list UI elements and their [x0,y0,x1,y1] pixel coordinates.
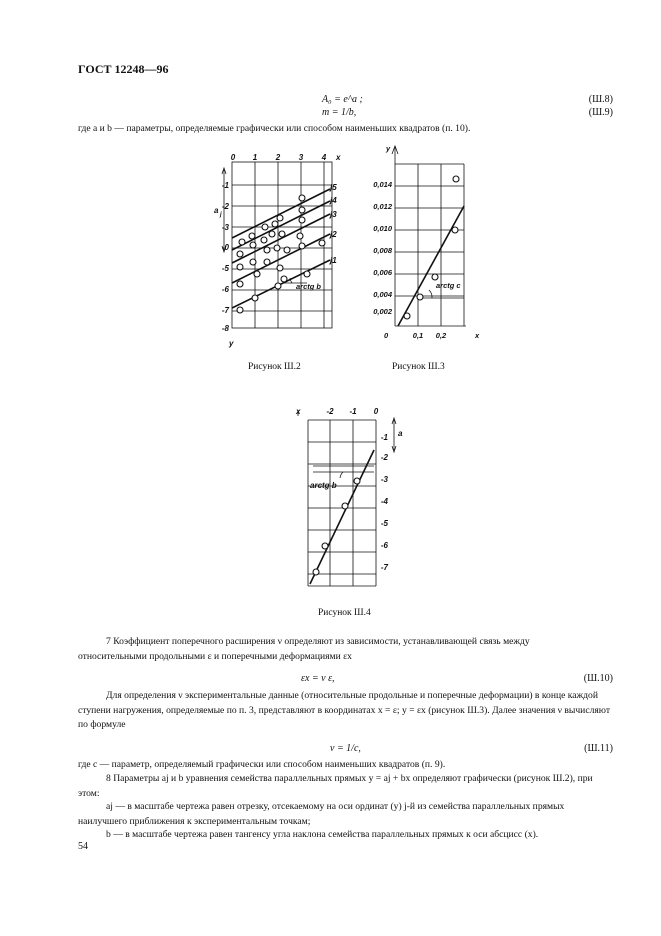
fig2-point [304,271,310,277]
fig4-point [322,543,328,549]
fig2-ytick: -3 [221,223,229,232]
fig2-ytick: -6 [221,285,229,294]
fig2-ylabel: y [229,339,234,348]
fig2-xtick: 3 [298,153,304,162]
fig2-a-sub: j [220,212,222,218]
fig4-ytick: -1 [380,433,388,442]
fig2-point [299,243,305,249]
fig2-point [237,281,243,287]
fig3-xlabel: x [475,331,480,340]
fig4-ytick: -7 [380,563,388,572]
fig4-ytick: -2 [380,453,388,462]
fig3-ytick: 0,014 [373,180,392,189]
fig2-ytick: -7 [221,306,229,315]
formula-number-sh11: (Ш.11) [584,743,613,754]
fig4-ytick: -6 [380,541,388,550]
caption-fig4: Рисунок Ш.4 [318,608,371,618]
fig2-ytick: -8 [221,324,229,333]
fig2-xtick: 2 [275,153,281,162]
fig2-point [254,271,260,277]
fig2-frame [232,162,332,328]
fig2-point [249,233,255,239]
fig2-point [264,259,270,265]
paragraph-params-ab: где a и b — параметры, определяемые графически или способом наименьших квадратов (п. 10). [78,123,471,134]
fig2-point [237,264,243,270]
paragraph-8: 8 Параметры aj и b уравнения семейства параллельных прямых y = aj + bx определяют графически (рисунок Ш.2), при этом: [78,773,593,799]
paragraph-7-line2: относительными продольными ε и поперечными деформациями εx [78,651,352,662]
page-number: 54 [78,841,88,852]
fig3-ytick: 0,006 [373,268,392,277]
fig2-xtick: 0 [230,153,236,162]
formula-epsilon-x: εx = ν ε, [301,673,335,684]
fig3-xtick: 0 [384,331,389,340]
fig2-point [299,207,305,213]
fig2-point [262,224,268,230]
fig2-point [275,283,281,289]
fig3-point [417,294,423,300]
fig4-xtick: 0 [373,407,379,416]
fig2-point [237,307,243,313]
fig4-point [354,478,360,484]
fig4-point [342,503,348,509]
fig2-point [239,239,245,245]
caption-fig2: Рисунок Ш.2 [248,362,301,372]
fig2-point [274,245,280,251]
fig4-xtick: -2 [326,407,334,416]
fig3-xtick: 0,1 [412,331,424,340]
fig2-line-j2 [232,234,330,283]
fig2-point [299,195,305,201]
fig3-point [453,176,459,182]
fig2-point [281,276,287,282]
fig2-point [250,259,256,265]
fig2-ytick: -2 [221,202,229,211]
fig3-ytick: 0,002 [373,307,392,316]
fig2-a-label: a [214,206,219,215]
fig3-ytick: 0,010 [373,224,392,233]
formula-number-sh8: (Ш.8) [588,94,613,105]
caption-fig3: Рисунок Ш.3 [392,362,445,372]
fig2-annotation: arctg b [296,282,322,291]
fig2-point [277,265,283,271]
fig2-ytick: -1 [221,181,229,190]
fig4-a-label: a [398,429,403,438]
fig4-annotation: arctg b [310,481,337,490]
figure-sh4 [288,402,418,602]
fig2-point [284,247,290,253]
fig4-ytick: -5 [380,519,388,528]
fig3-ytick: 0,008 [373,246,392,255]
figure-sh3 [366,142,492,348]
fig2-ytick: -0 [221,243,229,252]
fig2-point [279,231,285,237]
paragraph-param-c: где c — параметр, определяемый графически или способом наименьших квадратов (п. 9). [78,759,446,770]
fig4-xlabel: x [296,407,301,416]
paragraph-determination: Для определения ν экспериментальные данные (относительные продольные и поперечные деформации) в конце каждой ступени нагружения, определяемые по п. 3, представляют в координатах x = ε; y = εx (рисунок Ш.3). Далее значения ν вычисляют по формуле [78,690,611,731]
fig4-fit-line [310,450,374,584]
fig3-ytick: 0,004 [373,290,392,299]
fig2-line-label: j2 [330,230,337,239]
formula-m: m = 1/b, [322,107,357,118]
paragraph-7-line1: 7 Коэффициент поперечного расширения ν определяют из зависимости, устанавливающей связь между [106,636,530,647]
fig4-xtick: -1 [349,407,357,416]
fig2-point [250,242,256,248]
fig3-fit-line [398,206,464,326]
fig2-line-label: j4 [330,196,337,205]
fig2-xlabel: x [336,153,341,162]
fig2-point [319,240,325,246]
fig2-xtick: 4 [321,153,327,162]
fig4-ytick: -3 [380,475,388,484]
document-header: ГОСТ 12248—96 [78,62,169,76]
fig4-ytick: -4 [380,497,388,506]
figure-sh2 [212,150,360,350]
fig3-point [432,274,438,280]
fig3-annotation: arctg c [436,281,461,290]
paragraph-b: b — в масштабе чертежа равен тангенсу угла наклона семейства параллельных прямых к оси абсцисс (x). [106,829,539,840]
fig2-ytick: -5 [221,264,229,273]
fig2-point [269,231,275,237]
fig2-line-j4 [232,201,330,250]
fig2-line-label: j1 [330,256,337,265]
fig3-ytick: 0,012 [373,202,392,211]
paragraph-aj: aj — в масштабе чертежа равен отрезку, отсекаемому на оси ординат (y) j-й из семейства параллельных прямых наилучшего приближения к экспериментальным точкам; [78,801,565,827]
fig3-ylabel: y [386,144,391,153]
fig2-point [297,233,303,239]
fig4-point [313,569,319,575]
formula-nu: ν = 1/c, [330,743,361,754]
formula-a0: A₀ = e^a ; [322,94,363,105]
fig2-xtick: 1 [252,153,258,162]
fig2-point [264,247,270,253]
fig3-xtick: 0,2 [435,331,447,340]
fig2-point [272,221,278,227]
fig2-point [277,215,283,221]
fig2-point [237,251,243,257]
fig2-point [252,295,258,301]
fig2-line-label: j5 [330,183,337,192]
formula-number-sh9: (Ш.9) [588,107,613,118]
fig3-point [404,313,410,319]
fig3-point [452,227,458,233]
fig2-point [261,237,267,243]
formula-number-sh10: (Ш.10) [583,673,613,684]
fig2-line-label: j3 [330,210,337,219]
fig2-point [299,217,305,223]
